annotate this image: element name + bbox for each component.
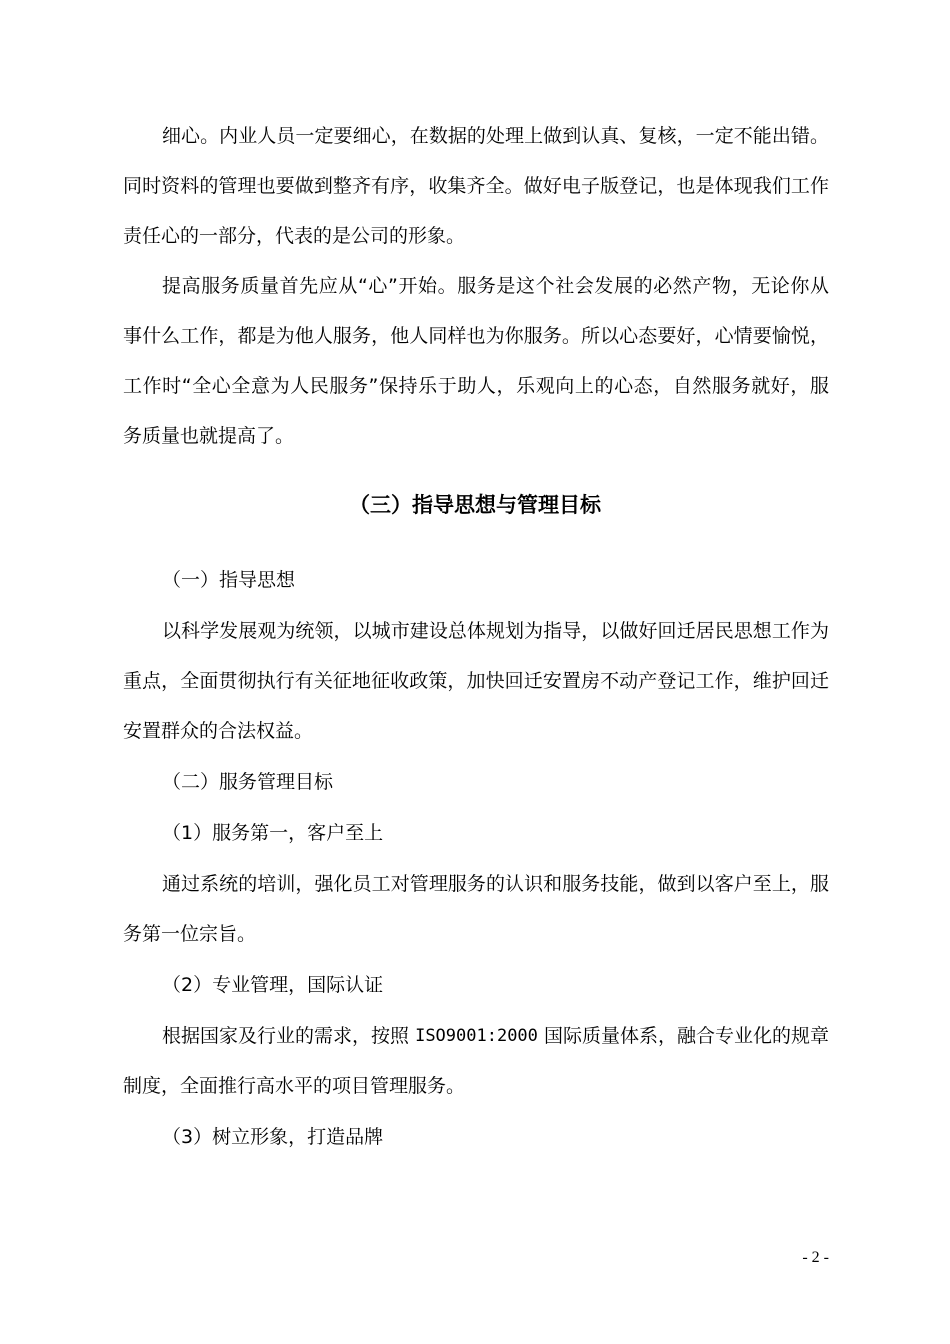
paragraph-line: 通过系统的培训，强化员工对管理服务的认识和服务技能，做到以客户至上，服 (162, 873, 829, 895)
item-heading: （1）服务第一，客户至上 (162, 822, 384, 844)
paragraph-line: 细心。内业人员一定要细心，在数据的处理上做到认真、复核，一定不能出错。 (162, 125, 829, 147)
item-heading: （2）专业管理，国际认证 (162, 974, 384, 996)
paragraph-line (162, 1024, 829, 1048)
standard-code: ISO9001:2000 (415, 1026, 538, 1046)
subsection-heading: （一）指导思想 (162, 569, 296, 591)
paragraph-text: 根据国家及行业的需求，按照 (162, 1025, 410, 1047)
page-number: - 2 - (802, 1249, 829, 1266)
paragraph-line: 以科学发展观为统领，以城市建设总体规划为指导，以做好回迁居民思想工作为 (162, 620, 829, 642)
paragraph-line: 务质量也就提高了。 (123, 425, 295, 447)
item-heading: （3）树立形象，打造品牌 (162, 1126, 384, 1148)
section-heading: （三）指导思想与管理目标 (349, 493, 601, 517)
paragraph-line: 事什么工作，都是为他人服务，他人同样也为你服务。所以心态要好，心情要愉悦， (123, 325, 829, 347)
paragraph-line: 制度，全面推行高水平的项目管理服务。 (123, 1075, 466, 1097)
paragraph-text: 国际质量体系，融合专业化的规章 (543, 1025, 829, 1047)
subsection-heading: （二）服务管理目标 (162, 771, 334, 793)
paragraph-line: 同时资料的管理也要做到整齐有序，收集齐全。做好电子版登记，也是体现我们工作 (123, 175, 829, 197)
paragraph-line: 务第一位宗旨。 (123, 923, 257, 945)
paragraph-line: 安置群众的合法权益。 (123, 720, 314, 742)
paragraph-line: 提高服务质量首先应从“心”开始。服务是这个社会发展的必然产物，无论你从 (162, 275, 829, 297)
paragraph-line: 责任心的一部分，代表的是公司的形象。 (123, 225, 466, 247)
paragraph-line: 重点，全面贯彻执行有关征地征收政策，加快回迁安置房不动产登记工作，维护回迁 (123, 670, 829, 692)
paragraph-line: 工作时“全心全意为人民服务”保持乐于助人，乐观向上的心态，自然服务就好，服 (123, 375, 829, 397)
